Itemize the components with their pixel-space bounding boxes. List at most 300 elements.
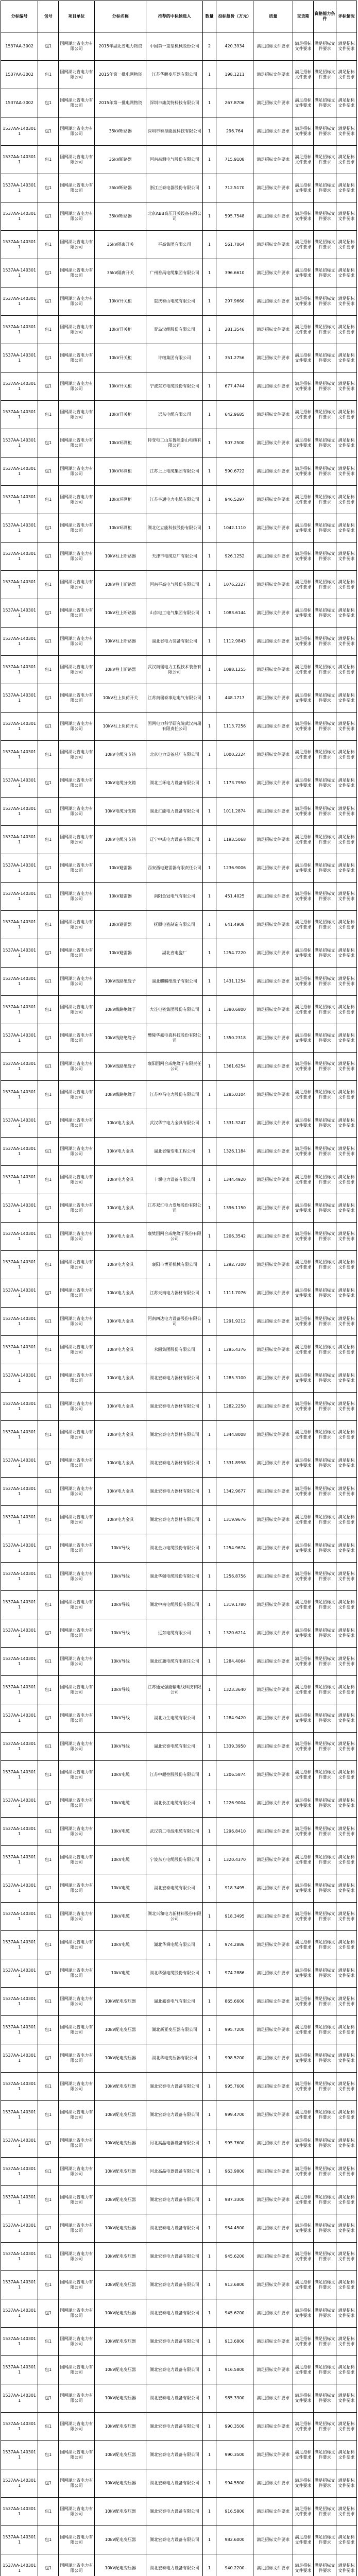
cell-quantity: 1 <box>203 174 216 202</box>
cell-package: 包1 <box>38 1591 59 1619</box>
cell-quality: 满足招标文件要求 <box>253 1336 293 1364</box>
cell-unit: 国网湖北省电力有限公司 <box>59 1619 95 1648</box>
cell-delivery: 满足招标文件要求 <box>293 2016 314 2044</box>
table-row <box>1 2328 357 2356</box>
cell-delivery: 满足招标文件要求 <box>293 1988 314 2016</box>
cell-bidder: 武汉华宇电力金具有限公司 <box>146 1109 203 1138</box>
cell-package: 包1 <box>38 287 59 316</box>
cell-name: 35kV断路器 <box>95 174 146 202</box>
table-row <box>1 1223 357 1251</box>
cell-quantity: 1 <box>203 1818 216 1846</box>
cell-evaluation: 满足招标文件要求 <box>336 769 357 798</box>
cell-name: 10kV电缆分支箱 <box>95 769 146 798</box>
cell-quantity: 1 <box>203 2469 216 2498</box>
cell-evaluation: 满足招标文件要求 <box>336 911 357 939</box>
cell-code: 1537AA-1403011 <box>1 2554 38 2576</box>
cell-evaluation: 满足招标文件要求 <box>336 741 357 769</box>
cell-quality: 满足招标文件要求 <box>253 117 293 146</box>
cell-qualification: 满足招标文件要求 <box>313 2356 336 2384</box>
cell-delivery: 满足招标文件要求 <box>293 2129 314 2158</box>
cell-quantity: 1 <box>203 457 216 486</box>
cell-code: 1537AA-1403011 <box>1 2158 38 2186</box>
cell-package: 包1 <box>38 2441 59 2469</box>
cell-qualification: 满足招标文件要求 <box>313 514 336 543</box>
cell-quality: 满足招标文件要求 <box>253 202 293 231</box>
cell-qualification: 满足招标文件要求 <box>313 883 336 911</box>
table-row <box>1 2526 357 2554</box>
cell-name: 10kV电缆 <box>95 1903 146 1931</box>
cell-evaluation: 满足招标文件要求 <box>336 2186 357 2214</box>
cell-evaluation: 满足招标文件要求 <box>336 2384 357 2413</box>
cell-evaluation: 满足招标文件要求 <box>336 2101 357 2129</box>
cell-evaluation: 满足招标文件要求 <box>336 1988 357 2016</box>
cell-evaluation: 满足招标文件要求 <box>336 1138 357 1166</box>
cell-name: 10kV环网柜 <box>95 429 146 457</box>
cell-quantity: 1 <box>203 1223 216 1251</box>
cell-unit: 国网湖北省电力有限公司 <box>59 1364 95 1393</box>
cell-name: 10kV导线 <box>95 1619 146 1648</box>
cell-price: 677.4744 <box>216 372 253 401</box>
cell-unit: 国网湖北省电力有限公司 <box>59 146 95 174</box>
cell-delivery: 满足招标文件要求 <box>293 939 314 968</box>
cell-unit: 国网湖北省电力有限公司 <box>59 2554 95 2576</box>
table-row <box>1 713 357 741</box>
cell-bidder: 襄樊国网合成绝缘子股份有限公司 <box>146 1223 203 1251</box>
cell-price: 715.9108 <box>216 146 253 174</box>
cell-code: 1537AA-1403011 <box>1 1223 38 1251</box>
cell-evaluation: 满足招标文件要求 <box>336 1704 357 1733</box>
table-row <box>1 2271 357 2299</box>
cell-unit: 国网湖北省电力有限公司 <box>59 883 95 911</box>
cell-package: 包1 <box>38 1534 59 1563</box>
cell-package: 包1 <box>38 1194 59 1223</box>
header-quality: 质量 <box>253 1 293 32</box>
cell-name: 2015年第一批电网物资 <box>95 89 146 117</box>
cell-delivery: 满足招标文件要求 <box>293 1194 314 1223</box>
cell-qualification: 满足招标文件要求 <box>313 1988 336 2016</box>
cell-delivery: 满足招标文件要求 <box>293 713 314 741</box>
cell-quality: 满足招标文件要求 <box>253 628 293 656</box>
cell-name: 10kV电缆 <box>95 1959 146 1988</box>
cell-evaluation: 满足招标文件要求 <box>336 854 357 883</box>
cell-qualification: 满足招标文件要求 <box>313 287 336 316</box>
cell-unit: 国网湖北省电力有限公司 <box>59 1081 95 1109</box>
cell-price: 1285.3100 <box>216 1364 253 1393</box>
cell-qualification: 满足招标文件要求 <box>313 2243 336 2271</box>
cell-quantity: 1 <box>203 826 216 854</box>
cell-name: 10kV电力金具 <box>95 1336 146 1364</box>
cell-quantity: 1 <box>203 1959 216 1988</box>
cell-unit: 国网湖北省电力有限公司 <box>59 2384 95 2413</box>
cell-unit: 国网湖北省电力有限公司 <box>59 939 95 968</box>
cell-unit: 国网湖北省电力有限公司 <box>59 1138 95 1166</box>
cell-delivery: 满足招标文件要求 <box>293 2073 314 2101</box>
cell-unit: 国网湖北省电力有限公司 <box>59 401 95 429</box>
cell-unit: 国网湖北省电力有限公司 <box>59 2299 95 2328</box>
cell-price: 1342.9677 <box>216 1478 253 1506</box>
header-price: 投标报价（万元） <box>216 1 253 32</box>
cell-price: 1254.9674 <box>216 1534 253 1563</box>
cell-qualification: 满足招标文件要求 <box>313 1563 336 1591</box>
cell-bidder: 远东电缆有限公司 <box>146 401 203 429</box>
table-row <box>1 1364 357 1393</box>
table-row <box>1 1818 357 1846</box>
cell-quality: 满足招标文件要求 <box>253 1223 293 1251</box>
cell-package: 包1 <box>38 939 59 968</box>
table-row <box>1 2158 357 2186</box>
cell-qualification: 满足招标文件要求 <box>313 1279 336 1308</box>
cell-unit: 国网湖北省电力有限公司 <box>59 372 95 401</box>
cell-unit: 国网湖北省电力有限公司 <box>59 798 95 826</box>
cell-qualification: 满足招标文件要求 <box>313 2073 336 2101</box>
cell-price: 995.7600 <box>216 2073 253 2101</box>
table-row <box>1 769 357 798</box>
cell-name: 10kV电缆 <box>95 1761 146 1789</box>
cell-evaluation: 满足招标文件要求 <box>336 2016 357 2044</box>
table-row <box>1 571 357 599</box>
cell-code: 1537AA-1403011 <box>1 1874 38 1903</box>
cell-unit: 国网湖北省电力有限公司 <box>59 1761 95 1789</box>
cell-delivery: 满足招标文件要求 <box>293 89 314 117</box>
cell-qualification: 满足招标文件要求 <box>313 1818 336 1846</box>
cell-name: 10kV柱上断路器 <box>95 571 146 599</box>
cell-name: 10kV配电变压器 <box>95 2384 146 2413</box>
cell-delivery: 满足招标文件要求 <box>293 1931 314 1959</box>
cell-package: 包1 <box>38 1223 59 1251</box>
cell-quantity: 1 <box>203 1563 216 1591</box>
cell-unit: 国网湖北省电力有限公司 <box>59 61 95 89</box>
cell-unit: 国网湖北省电力有限公司 <box>59 117 95 146</box>
cell-delivery: 满足招标文件要求 <box>293 1903 314 1931</box>
cell-quality: 满足招标文件要求 <box>253 684 293 713</box>
cell-quality: 满足招标文件要求 <box>253 1733 293 1761</box>
table-row <box>1 1619 357 1648</box>
cell-quantity: 1 <box>203 2328 216 2356</box>
cell-qualification: 满足招标文件要求 <box>313 2044 336 2073</box>
cell-unit: 国网湖北省电力有限公司 <box>59 628 95 656</box>
cell-quality: 满足招标文件要求 <box>253 996 293 1024</box>
cell-name: 10kV环网柜 <box>95 514 146 543</box>
cell-quantity: 1 <box>203 1336 216 1364</box>
cell-quality: 满足招标文件要求 <box>253 968 293 996</box>
table-row <box>1 287 357 316</box>
cell-unit: 国网湖北省电力有限公司 <box>59 2413 95 2441</box>
cell-delivery: 满足招标文件要求 <box>293 1364 314 1393</box>
cell-price: 198.1211 <box>216 61 253 89</box>
cell-code: 1537AA-1403011 <box>1 1506 38 1534</box>
cell-code: 1537AA-1403011 <box>1 1308 38 1336</box>
cell-quality: 满足招标文件要求 <box>253 599 293 628</box>
cell-quality: 满足招标文件要求 <box>253 1506 293 1534</box>
cell-unit: 国网湖北省电力有限公司 <box>59 2498 95 2526</box>
cell-delivery: 满足招标文件要求 <box>293 2441 314 2469</box>
cell-quality: 满足招标文件要求 <box>253 2498 293 2526</box>
cell-package: 包1 <box>38 1704 59 1733</box>
cell-package: 包1 <box>38 372 59 401</box>
cell-qualification: 满足招标文件要求 <box>313 656 336 684</box>
cell-unit: 国网湖北省电力有限公司 <box>59 259 95 287</box>
cell-quantity: 1 <box>203 429 216 457</box>
cell-quality: 满足招标文件要求 <box>253 2356 293 2384</box>
cell-code: 1537AA-1403011 <box>1 316 38 344</box>
cell-qualification: 满足招标文件要求 <box>313 2554 336 2576</box>
cell-package: 包1 <box>38 769 59 798</box>
cell-unit: 国网湖北省电力有限公司 <box>59 769 95 798</box>
cell-quality: 满足招标文件要求 <box>253 741 293 769</box>
cell-evaluation: 满足招标文件要求 <box>336 1676 357 1704</box>
cell-unit: 国网湖北省电力有限公司 <box>59 1251 95 1279</box>
table-row <box>1 883 357 911</box>
cell-bidder: 湖北新亚变压器有限公司 <box>146 2016 203 2044</box>
cell-code: 1537AA-1403011 <box>1 939 38 968</box>
table-row <box>1 1534 357 1563</box>
table-row <box>1 1789 357 1818</box>
table-row <box>1 656 357 684</box>
cell-code: 1537AA-1403011 <box>1 911 38 939</box>
cell-quality: 满足招标文件要求 <box>253 1591 293 1619</box>
cell-unit: 国网湖北省电力有限公司 <box>59 2441 95 2469</box>
cell-package: 包1 <box>38 2101 59 2129</box>
cell-name: 10kV导线 <box>95 1648 146 1676</box>
cell-unit: 国网湖北省电力有限公司 <box>59 599 95 628</box>
cell-quality: 满足招标文件要求 <box>253 2554 293 2576</box>
cell-qualification: 满足招标文件要求 <box>313 1364 336 1393</box>
cell-package: 包1 <box>38 2299 59 2328</box>
cell-qualification: 满足招标文件要求 <box>313 741 336 769</box>
cell-qualification: 满足招标文件要求 <box>313 1846 336 1874</box>
cell-code: 1537AA-1403011 <box>1 2271 38 2299</box>
cell-qualification: 满足招标文件要求 <box>313 2129 336 2158</box>
cell-price: 995.7600 <box>216 2129 253 2158</box>
cell-name: 10kV柱上负荷开关 <box>95 713 146 741</box>
cell-qualification: 满足招标文件要求 <box>313 2384 336 2413</box>
table-row <box>1 486 357 514</box>
cell-bidder: 浙江正泰电器股份有限公司 <box>146 174 203 202</box>
cell-delivery: 满足招标文件要求 <box>293 259 314 287</box>
cell-code: 1537AA-1403011 <box>1 1648 38 1676</box>
cell-name: 10kV配电变压器 <box>95 2016 146 2044</box>
cell-code: 1537AA-1403011 <box>1 1931 38 1959</box>
cell-price: 451.4025 <box>216 883 253 911</box>
cell-bidder: 襄阳国网合成绝缘子有限责任公司 <box>146 1053 203 1081</box>
table-row <box>1 2016 357 2044</box>
cell-code: 1537AA-1403011 <box>1 2044 38 2073</box>
cell-bidder: 湖北宏泰电力器材有限公司 <box>146 1478 203 1506</box>
cell-price: 954.4500 <box>216 2214 253 2243</box>
cell-package: 包1 <box>38 2271 59 2299</box>
cell-quality: 满足招标文件要求 <box>253 2384 293 2413</box>
cell-code: 1537AA-1403011 <box>1 1846 38 1874</box>
cell-evaluation: 满足招标文件要求 <box>336 287 357 316</box>
cell-quantity: 1 <box>203 543 216 571</box>
cell-unit: 国网湖北省电力有限公司 <box>59 2016 95 2044</box>
cell-quantity: 1 <box>203 599 216 628</box>
cell-name: 10kV开关柜 <box>95 344 146 372</box>
cell-quantity: 1 <box>203 1393 216 1421</box>
table-row <box>1 1393 357 1421</box>
cell-unit: 国网湖北省电力有限公司 <box>59 656 95 684</box>
cell-name: 10kV开关柜 <box>95 287 146 316</box>
cell-evaluation: 满足招标文件要求 <box>336 1506 357 1534</box>
cell-quantity: 1 <box>203 2016 216 2044</box>
cell-qualification: 满足招标文件要求 <box>313 684 336 713</box>
cell-delivery: 满足招标文件要求 <box>293 599 314 628</box>
cell-unit: 国网湖北省电力有限公司 <box>59 316 95 344</box>
cell-name: 35kV断路器 <box>95 202 146 231</box>
table-header-row <box>1 1 357 32</box>
cell-delivery: 满足招标文件要求 <box>293 287 314 316</box>
cell-unit: 国网湖北省电力有限公司 <box>59 1421 95 1449</box>
cell-qualification: 满足招标文件要求 <box>313 89 336 117</box>
cell-price: 990.3500 <box>216 2441 253 2469</box>
cell-evaluation: 满足招标文件要求 <box>336 174 357 202</box>
cell-code: 1537AA-1403011 <box>1 599 38 628</box>
cell-qualification: 满足招标文件要求 <box>313 713 336 741</box>
cell-evaluation: 满足招标文件要求 <box>336 2328 357 2356</box>
cell-unit: 国网湖北省电力有限公司 <box>59 1591 95 1619</box>
cell-bidder: 山东电工电气集团有限公司 <box>146 599 203 628</box>
cell-delivery: 满足招标文件要求 <box>293 741 314 769</box>
cell-quantity: 1 <box>203 1733 216 1761</box>
cell-name: 10kV电力金具 <box>95 1364 146 1393</box>
cell-quantity: 1 <box>203 996 216 1024</box>
cell-quality: 满足招标文件要求 <box>253 826 293 854</box>
cell-package: 包1 <box>38 854 59 883</box>
cell-qualification: 满足招标文件要求 <box>313 1506 336 1534</box>
cell-delivery: 满足招标文件要求 <box>293 2186 314 2214</box>
table-row <box>1 741 357 769</box>
cell-code: 1537AA-1403011 <box>1 1534 38 1563</box>
cell-code: 1537AA-1403011 <box>1 883 38 911</box>
cell-price: 1284.4064 <box>216 1648 253 1676</box>
cell-unit: 国网湖北省电力有限公司 <box>59 2101 95 2129</box>
cell-code: 1537AA-1403011 <box>1 1676 38 1704</box>
cell-quantity: 1 <box>203 1478 216 1506</box>
cell-quality: 满足招标文件要求 <box>253 1308 293 1336</box>
cell-bidder: 湖北亿立能科技股份有限公司 <box>146 514 203 543</box>
cell-name: 10kV配电变压器 <box>95 2498 146 2526</box>
cell-name: 10kV配电变压器 <box>95 2441 146 2469</box>
cell-code: 1537AA-1403011 <box>1 2214 38 2243</box>
cell-package: 包1 <box>38 231 59 259</box>
cell-qualification: 满足招标文件要求 <box>313 1733 336 1761</box>
cell-unit: 国网湖北省电力有限公司 <box>59 996 95 1024</box>
cell-bidder: 河南平高电气股份有限公司 <box>146 571 203 599</box>
cell-evaluation: 满足招标文件要求 <box>336 2299 357 2328</box>
cell-package: 包1 <box>38 1478 59 1506</box>
cell-price: 990.3500 <box>216 2413 253 2441</box>
cell-quality: 满足招标文件要求 <box>253 939 293 968</box>
cell-package: 包1 <box>38 968 59 996</box>
cell-quantity: 1 <box>203 1846 216 1874</box>
cell-delivery: 满足招标文件要求 <box>293 202 314 231</box>
cell-package: 包1 <box>38 1988 59 2016</box>
cell-delivery: 满足招标文件要求 <box>293 684 314 713</box>
cell-quality: 满足招标文件要求 <box>253 2158 293 2186</box>
cell-qualification: 满足招标文件要求 <box>313 1648 336 1676</box>
cell-code: 1537AA-3002 <box>1 61 38 89</box>
cell-evaluation: 满足招标文件要求 <box>336 2441 357 2469</box>
cell-delivery: 满足招标文件要求 <box>293 1336 314 1364</box>
cell-price: 1339.3950 <box>216 1733 253 1761</box>
cell-unit: 国网湖北省电力有限公司 <box>59 1818 95 1846</box>
cell-evaluation: 满足招标文件要求 <box>336 1421 357 1449</box>
cell-package: 包1 <box>38 1138 59 1166</box>
cell-qualification: 满足招标文件要求 <box>313 1449 336 1478</box>
cell-bidder: 湖北宏泰电力器材有限公司 <box>146 1393 203 1421</box>
cell-bidder: 湖北宏泰电力设备有限公司 <box>146 2271 203 2299</box>
cell-price: 1326.1184 <box>216 1138 253 1166</box>
cell-bidder: 湖北宏泰电力设备有限公司 <box>146 2328 203 2356</box>
cell-name: 10kV线路绝缘子 <box>95 968 146 996</box>
cell-unit: 国网湖北省电力有限公司 <box>59 344 95 372</box>
cell-quality: 满足招标文件要求 <box>253 1931 293 1959</box>
table-row <box>1 1166 357 1194</box>
table-row <box>1 1959 357 1988</box>
cell-quality: 满足招标文件要求 <box>253 1619 293 1648</box>
cell-quality: 满足招标文件要求 <box>253 656 293 684</box>
cell-bidder: 深圳市康美特科技有限公司 <box>146 89 203 117</box>
cell-code: 1537AA-1403011 <box>1 372 38 401</box>
cell-name: 10kV电缆 <box>95 1874 146 1903</box>
cell-quality: 满足招标文件要求 <box>253 1818 293 1846</box>
cell-price: 1396.1150 <box>216 1194 253 1223</box>
table-row <box>1 2498 357 2526</box>
cell-bidder: 青岛汉缆股份有限公司 <box>146 316 203 344</box>
cell-qualification: 满足招标文件要求 <box>313 1138 336 1166</box>
cell-package: 包1 <box>38 798 59 826</box>
cell-code: 1537AA-1403011 <box>1 1138 38 1166</box>
cell-name: 10kV避雷器 <box>95 883 146 911</box>
cell-price: 945.6200 <box>216 2243 253 2271</box>
cell-quantity: 1 <box>203 259 216 287</box>
cell-package: 包1 <box>38 89 59 117</box>
cell-delivery: 满足招标文件要求 <box>293 1818 314 1846</box>
cell-name: 35kV隔离开关 <box>95 259 146 287</box>
cell-name: 10kV配电变压器 <box>95 2469 146 2498</box>
cell-delivery: 满足招标文件要求 <box>293 372 314 401</box>
cell-price: 267.8706 <box>216 89 253 117</box>
cell-quality: 满足招标文件要求 <box>253 1081 293 1109</box>
cell-quality: 满足招标文件要求 <box>253 2101 293 2129</box>
cell-bidder: 特变电工山东鲁能泰山电缆有限公司 <box>146 429 203 457</box>
cell-code: 1537AA-1403011 <box>1 2413 38 2441</box>
cell-price: 1295.4376 <box>216 1336 253 1364</box>
cell-evaluation: 满足招标文件要求 <box>336 1449 357 1478</box>
cell-name: 10kV电力金具 <box>95 1393 146 1421</box>
cell-unit: 国网湖北省电力有限公司 <box>59 1959 95 1988</box>
cell-package: 包1 <box>38 1421 59 1449</box>
cell-code: 1537AA-1403011 <box>1 514 38 543</box>
cell-bidder: 湖北宏泰电力设备有限公司 <box>146 2101 203 2129</box>
cell-quantity: 1 <box>203 968 216 996</box>
cell-bidder: 湖北力生电缆有限公司 <box>146 1704 203 1733</box>
cell-name: 35kV隔离开关 <box>95 231 146 259</box>
cell-code: 1537AA-1403011 <box>1 146 38 174</box>
cell-quality: 满足招标文件要求 <box>253 401 293 429</box>
table-row <box>1 344 357 372</box>
cell-code: 1537AA-1403011 <box>1 2356 38 2384</box>
cell-name: 10kV电缆 <box>95 1789 146 1818</box>
cell-delivery: 满足招标文件要求 <box>293 1138 314 1166</box>
cell-code: 1537AA-1403011 <box>1 259 38 287</box>
cell-code: 1537AA-1403011 <box>1 174 38 202</box>
cell-quantity: 1 <box>203 287 216 316</box>
cell-unit: 国网湖北省电力有限公司 <box>59 2073 95 2101</box>
cell-quantity: 1 <box>203 61 216 89</box>
header-name: 分标名称 <box>95 1 146 32</box>
cell-package: 包1 <box>38 32 59 61</box>
